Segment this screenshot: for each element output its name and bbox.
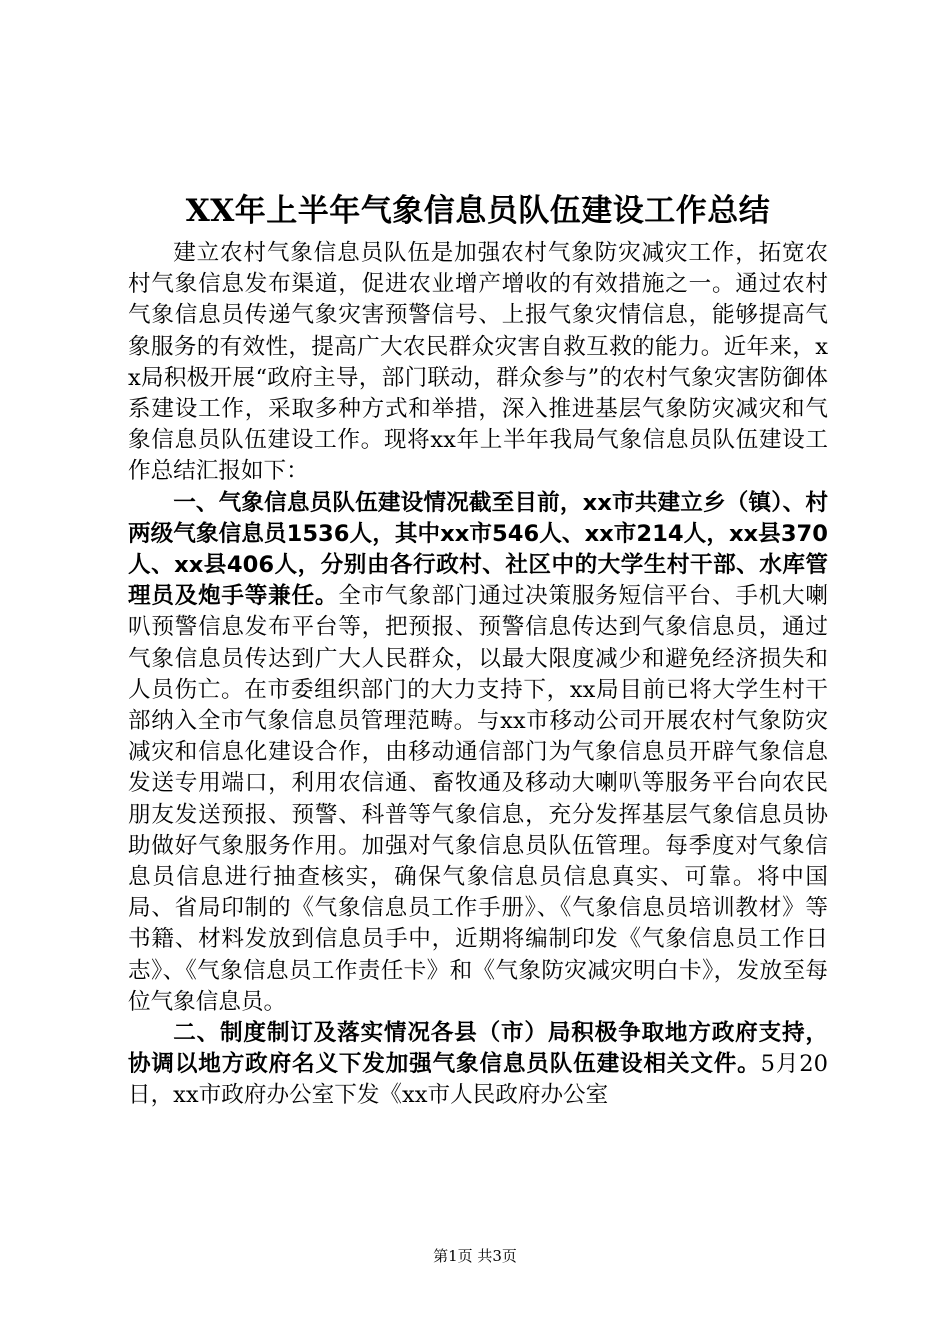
paragraph-text: 5月20日，xx市政府办公室下发《xx市人民政府办公室: [128, 1051, 829, 1109]
paragraph-section-2: [128, 1018, 828, 1112]
paragraph-text: 建立农村气象信息员队伍是加强农村气象防灾减灾工作，拓宽农村气象信息发布渠道，促进农业增产增收的有效措施之一。通过农村气象信息员传递气象灾害预警信号、上报气象灾情信息，能够提高气象服务的有效性，提高广大农民群众灾害自救互救的能力。近年来，xx局积极开展“政府主导，部门联动，群众参与”的农村气象灾害防御体系建设工作，采取多种方式和举措，深入推进基层气象防灾减灾和气象信息员队伍建设工作。现将xx年上半年我局气象信息员队伍建设工作总结汇报如下：: [128, 240, 828, 485]
paragraph-section-1: [128, 488, 828, 1018]
paragraph-text: 全市气象部门通过决策服务短信平台、手机大喇叭预警信息发布平台等，把预报、预警信息传达到气象信息员，通过气象信息员传达到广大人民群众，以最大限度减少和避免经济损失和人员伤亡。在市委组织部门的大力支持下，xx局目前已将大学生村干部纳入全市气象信息员管理范畴。与xx市移动公司开展农村气象防灾减灾和信息化建设合作，由移动通信部门为气象信息员开辟气象信息发送专用端口，利用农信通、畜牧通及移动大喇叭等服务平台向农民朋友发送预报、预警、科普等气象信息，充分发挥基层气象信息员协助做好气象服务作用。加强对气象信息员队伍管理。每季度对气象信息员信息进行抽查核实，确保气象信息员信息真实、可靠。将中国局、省局印制的《气象信息员工作手册》、《气象信息员培训教材》等书籍、材料发放到信息员手中，近期将编制印发《气象信息员工作日志》、《气象信息员工作责任卡》和《气象防灾减灾明白卡》，发放至每位气象信息员。: [128, 583, 829, 1015]
page-footer: 第1页 共3页: [433, 1247, 517, 1265]
paragraph-lead: 一、气象信息员队伍建设情况截至目前，xx市共建立乡（镇）、村两级气象信息员1536人，其中xx市546人、xx市214人，xx县370人、xx县406人，分别由各行政村、社区中的大学生村干部、水库管理员及炮手等兼任。: [128, 489, 828, 610]
paragraph-intro: [128, 238, 828, 488]
paragraph-lead: 二、制度制订及落实情况各县（市）局积极争取地方政府支持，协调以地方政府名义下发加强气象信息员队伍建设相关文件。: [128, 1020, 828, 1078]
document-title: XX年上半年气象信息员队伍建设工作总结: [185, 193, 771, 229]
document-page: [128, 188, 828, 1112]
